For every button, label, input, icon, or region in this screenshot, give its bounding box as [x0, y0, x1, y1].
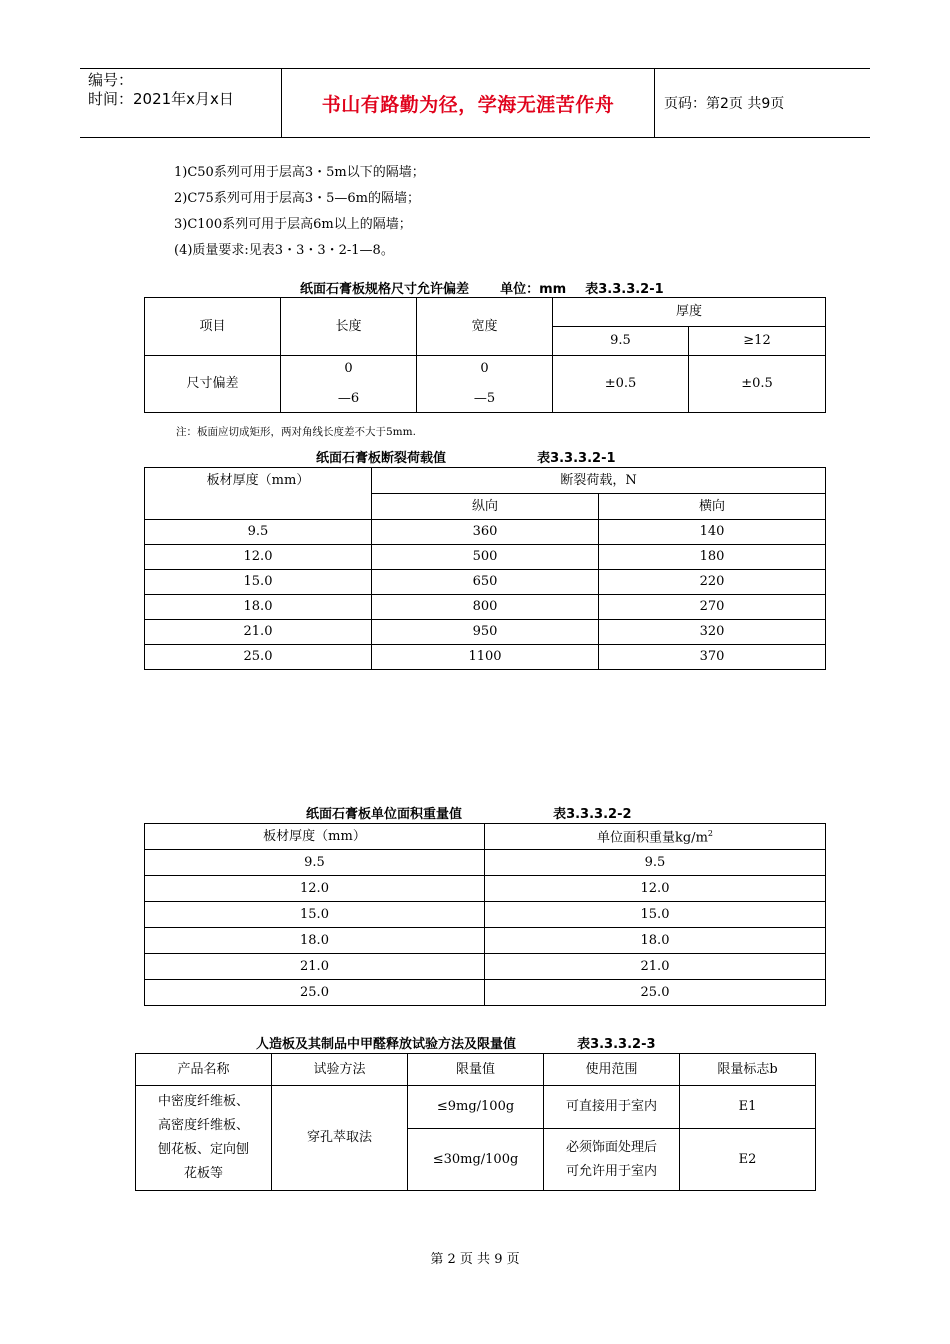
cell-thickness: 12.0: [145, 876, 485, 902]
cell-weight: 9.5: [485, 850, 826, 876]
cell-thickness: 18.0: [145, 595, 372, 620]
header-thickness-12: ≥12: [689, 327, 826, 356]
cell-method: 穿孔萃取法: [272, 1086, 408, 1191]
header-longitudinal: 纵向: [372, 494, 599, 520]
table-row: [145, 928, 826, 954]
table-row: [145, 545, 826, 570]
cell-scope-e1: 可直接用于室内: [544, 1086, 680, 1129]
time-label: 时间：2021年x月x日: [88, 90, 234, 108]
cell-longitudinal: 800: [372, 595, 599, 620]
cell-thickness: 9.5: [145, 850, 485, 876]
table-row: [145, 876, 826, 902]
cell-weight: 12.0: [485, 876, 826, 902]
table3-title: 纸面石膏板单位面积重量值: [306, 807, 463, 822]
table-dimension-tolerance: [144, 297, 826, 413]
header-thickness-9-5: 9.5: [553, 327, 689, 356]
cell-limit-e2: ≤30mg/100g: [408, 1129, 544, 1191]
cell-mark-e2: E2: [680, 1129, 816, 1191]
product-line: 花板等: [183, 1166, 223, 1181]
intro-item: 1)C50系列可用于层高3・5m以下的隔墙；: [174, 165, 425, 180]
cell-longitudinal: 500: [372, 545, 599, 570]
header-unit-weight: [485, 824, 826, 850]
header-scope: 使用范围: [544, 1054, 680, 1086]
intro-item: 2)C75系列可用于层高3・5—6m的隔墙；: [174, 191, 420, 206]
cell-mark-e1: E1: [680, 1086, 816, 1129]
table-row: [145, 620, 826, 645]
cell-transverse: 180: [599, 545, 826, 570]
table1-caption: [300, 278, 664, 297]
header-divider: [654, 69, 655, 137]
header-unit-weight-sup: 2: [707, 829, 713, 839]
thickness-12-deviation: ±0.5: [689, 356, 826, 413]
cell-thickness: 25.0: [145, 645, 372, 670]
cell-thickness: 18.0: [145, 928, 485, 954]
table1-number: 表3.3.3.2-1: [585, 282, 664, 297]
cell-transverse: 140: [599, 520, 826, 545]
product-line: 高密度纤维板、: [157, 1118, 249, 1133]
header-method: 试验方法: [272, 1054, 408, 1086]
cell-thickness: 21.0: [145, 954, 485, 980]
table-row: [145, 595, 826, 620]
table3-number: 表3.3.3.2-2: [553, 807, 632, 822]
cell-transverse: 220: [599, 570, 826, 595]
cell-product: [136, 1086, 272, 1191]
cell-weight: 18.0: [485, 928, 826, 954]
length-lower: —6: [337, 391, 360, 406]
thickness-9-5-deviation: ±0.5: [553, 356, 689, 413]
table-unit-weight: [144, 823, 826, 1006]
header-motto: 书山有路勤为径，学海无涯苦作舟: [321, 93, 615, 116]
cell-thickness: 15.0: [145, 570, 372, 595]
table-row: [145, 850, 826, 876]
header-breaking-load: 断裂荷载，N: [372, 468, 826, 494]
table2-caption: [316, 447, 616, 466]
scope-line: 可允许用于室内: [565, 1163, 657, 1179]
table1-unit: 单位：mm: [500, 282, 567, 297]
page-header: [80, 68, 870, 138]
length-deviation: [281, 356, 417, 413]
table-row: [145, 520, 826, 545]
scope-line: 必须饰面处理后: [565, 1139, 657, 1155]
table1-title: 纸面石膏板规格尺寸允许偏差: [300, 282, 470, 297]
header-limit: 限量值: [408, 1054, 544, 1086]
table4-title: 人造板及其制品中甲醛释放试验方法及限量值: [256, 1037, 517, 1052]
cell-thickness: 21.0: [145, 620, 372, 645]
cell-longitudinal: 650: [372, 570, 599, 595]
table-breaking-load: [144, 467, 826, 670]
table3-caption: [306, 803, 632, 822]
cell-longitudinal: 360: [372, 520, 599, 545]
header-transverse: 横向: [599, 494, 826, 520]
table4-number: 表3.3.3.2-3: [577, 1037, 656, 1052]
header-width: 宽度: [417, 298, 553, 356]
header-page-label: 页码：第2页 共9页: [664, 96, 785, 112]
table-row: [145, 645, 826, 670]
product-line: 刨花板、定向刨: [157, 1142, 249, 1157]
length-upper: 0: [344, 361, 353, 376]
number-label: 编号：: [88, 71, 134, 89]
cell-longitudinal: 1100: [372, 645, 599, 670]
table-row: [145, 954, 826, 980]
intro-item: (4)质量要求:见表3・3・3・2-1—8。: [174, 243, 394, 258]
cell-thickness: 12.0: [145, 545, 372, 570]
table2-title: 纸面石膏板断裂荷载值: [316, 451, 447, 466]
table-row: [145, 570, 826, 595]
intro-item: 3)C100系列可用于层高6m以上的隔墙；: [174, 217, 412, 232]
cell-longitudinal: 950: [372, 620, 599, 645]
table-row: [145, 902, 826, 928]
cell-transverse: 270: [599, 595, 826, 620]
cell-scope-e2: [544, 1129, 680, 1191]
table-row: [145, 980, 826, 1006]
header-unit-weight-text: 单位面积重量kg/m: [596, 830, 708, 846]
table2-number: 表3.3.3.2-1: [537, 451, 616, 466]
cell-thickness: 9.5: [145, 520, 372, 545]
table1-note: 注：板面应切成矩形，两对角线长度差不大于5mm.: [176, 426, 416, 438]
cell-weight: 25.0: [485, 980, 826, 1006]
cell-transverse: 370: [599, 645, 826, 670]
table4-caption: [256, 1033, 656, 1052]
header-board-thickness: 板材厚度（mm）: [145, 824, 485, 850]
product-line: 中密度纤维板、: [157, 1094, 249, 1109]
header-mark: 限量标志b: [680, 1054, 816, 1086]
header-item: 项目: [145, 298, 281, 356]
cell-transverse: 320: [599, 620, 826, 645]
header-length: 长度: [281, 298, 417, 356]
width-lower: —5: [473, 391, 496, 406]
cell-limit-e1: ≤9mg/100g: [408, 1086, 544, 1129]
cell-thickness: 15.0: [145, 902, 485, 928]
header-product: 产品名称: [136, 1054, 272, 1086]
header-meta: [88, 71, 283, 109]
header-thickness: 厚度: [553, 298, 826, 327]
width-deviation: [417, 356, 553, 413]
page-footer: 第 2 页 共 9 页: [430, 1252, 520, 1267]
cell-thickness: 25.0: [145, 980, 485, 1006]
cell-weight: 21.0: [485, 954, 826, 980]
row-label: 尺寸偏差: [145, 356, 281, 413]
intro-list: [174, 160, 425, 264]
table-formaldehyde-limits: [135, 1053, 816, 1191]
header-board-thickness: 板材厚度（mm）: [145, 468, 372, 520]
cell-weight: 15.0: [485, 902, 826, 928]
width-upper: 0: [480, 361, 489, 376]
